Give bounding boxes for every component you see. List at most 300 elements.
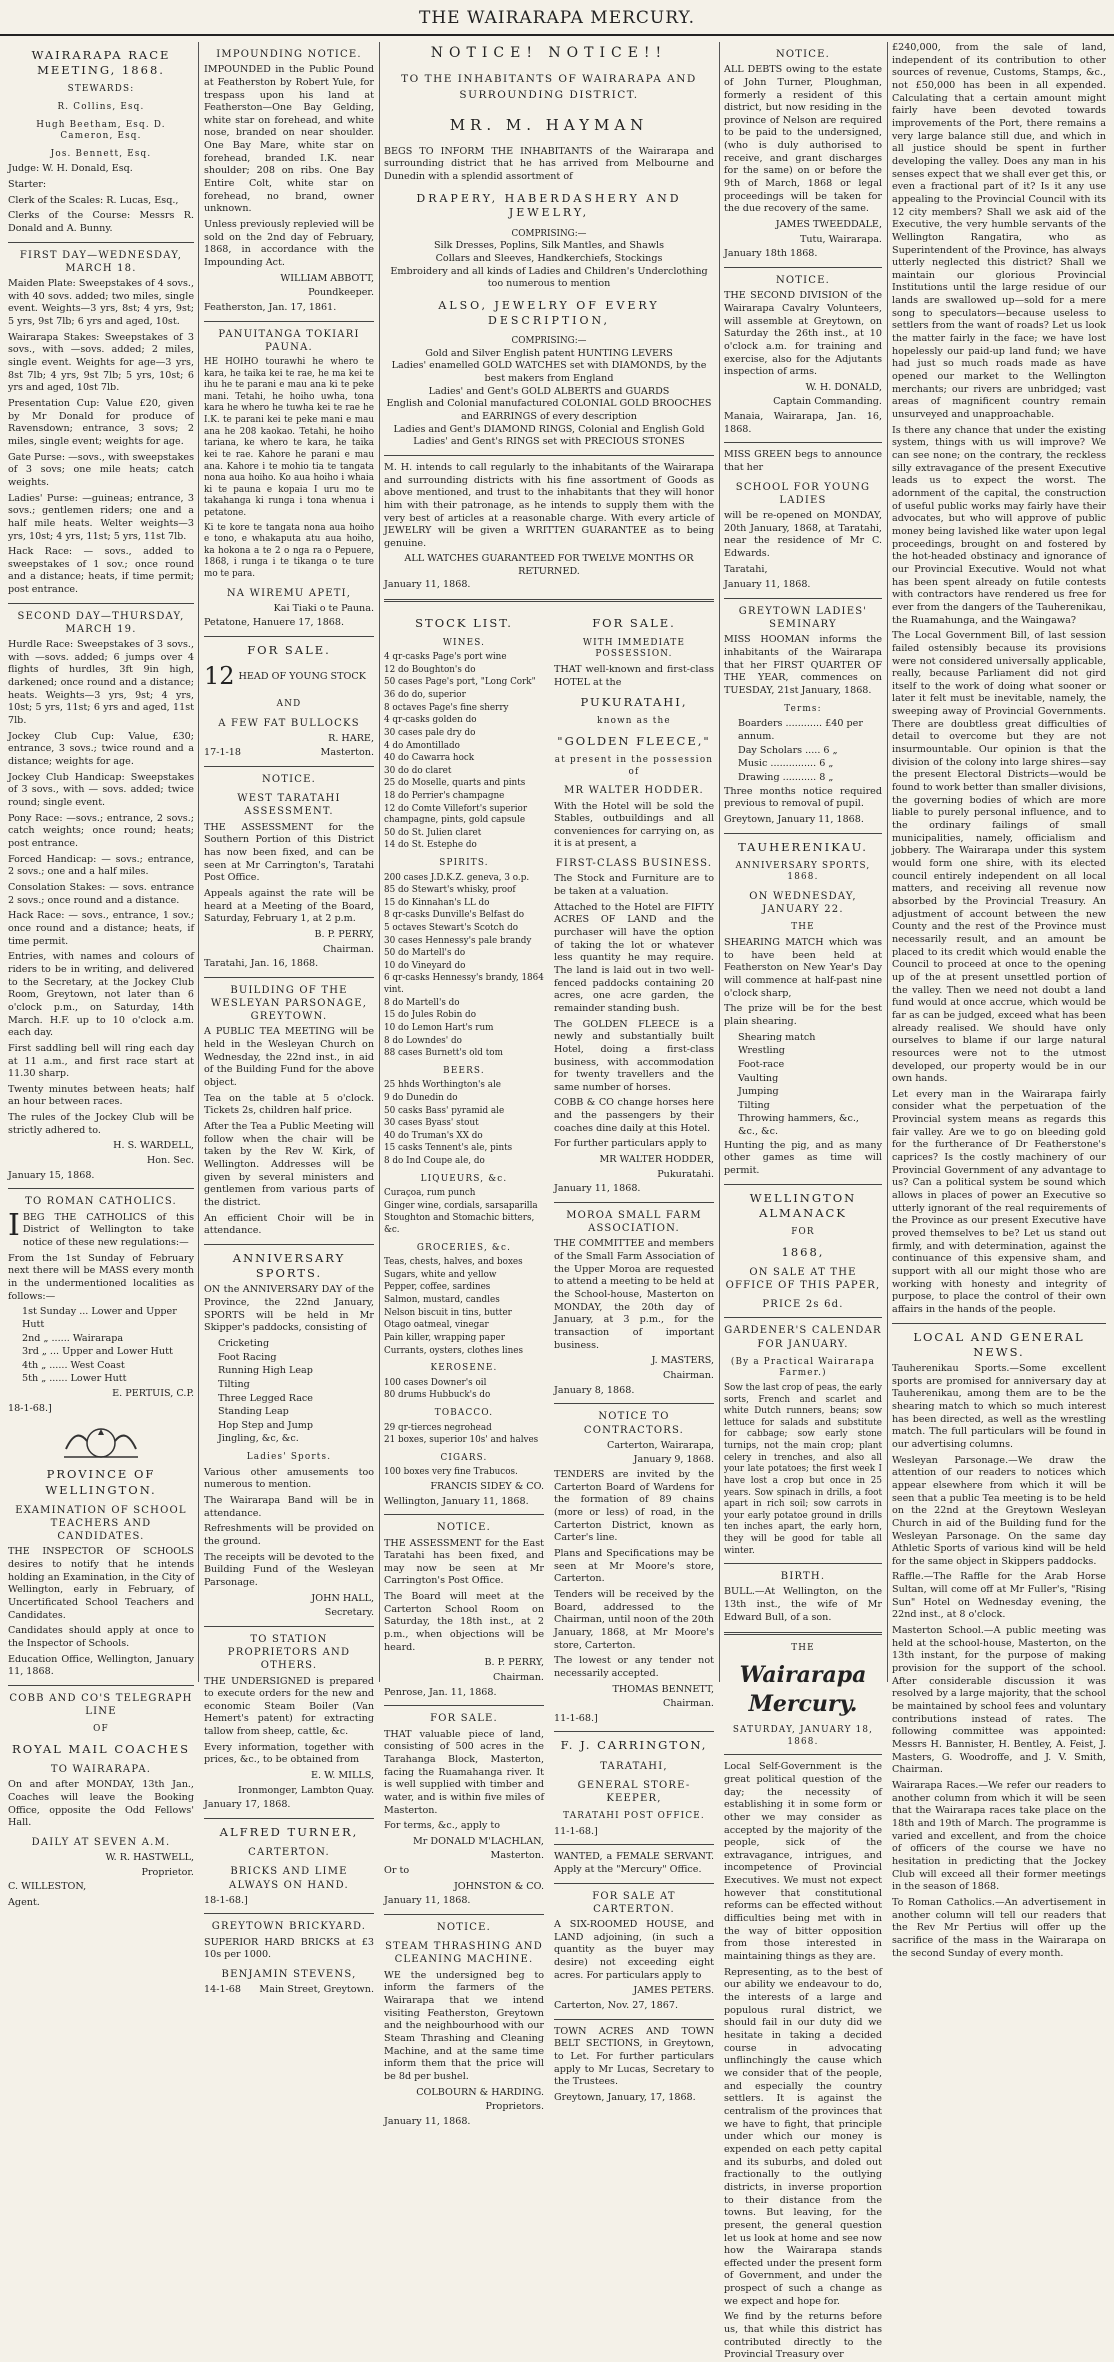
stock-item: 8 do Lowndes' do [384,1035,462,1046]
carrington-place: TARATAHI, [600,1760,668,1772]
divider [8,1685,194,1686]
signature: BENJAMIN STEVENS, [221,1968,357,1980]
agent-name: C. WILLESTON, [8,1881,87,1893]
sport-item: Cricketing [218,1337,270,1349]
heats-text: Twenty minutes between heats; half an hour between races. [8,1083,194,1108]
station-text: THE UNDERSIGNED is prepared to execute orders for the new and economic Steam Boiler (Van Hemert's patent) for extracting tallow from sheep, cattle, &c. [204,1675,374,1738]
divider [384,455,714,456]
signature: R. HARE, [328,732,374,744]
place: Carterton, Wairarapa, [606,1439,714,1451]
wanted-text: WANTED, a FEMALE SERVANT. Apply at the "Mercury" Office. [554,1851,714,1876]
editorial-text: Representing, as to the best of our ability we endeavour to do, the interests of a large and populous rural district, we should fail in our duty did we hesitate in taking a decided course in advocating unflinchingly the cause which we consider that of the people, and especially the country settlers. It is against the centralism of the provinces that we have to fight, that principle under which our money is expended on each petty capital and its suburbs, and doled out fractionally to the outlying districts, in inverse proportion to their distance from the towns. But leaving, for the present, the general question let us look at home and see now how the Wairarapa stands effected under the present form of Government, and under the prospect of such a change as we expect and hope for. [724,1966,882,2307]
turner-place: CARTERTON. [248,1847,330,1859]
notice-title: NOTICE. [436,1922,492,1934]
sport-item: Standing Leap [218,1406,289,1418]
editorial-text: £240,000, from the sale of land, independent of its contribution to other sources of revenue, Customs, Stamps, &c., not £50,000 has been in all expended. Calculating that a certain amount might fairly have been devoted towards improvements of the Port, there remains a very large balance still due, and which in all justice should be spent in further developing the valley. Does any man in his senses expect that we shall ever get this, or even a fractional part of it? Is it any use appealing to the Provincial Council with its 12 city members? Shall we ask aid of the Executive, the very humble servants of the Wellington Rangatira, who as Superintendent of the Province, has always utterly neglected this district? Shall we maintain our glorious Provincial Institutions until the large residue of our lands are swallowed up—sold for a mere song to speculators—because useless to settlers from the want of roads? Let us look the matter fairly in the face; we have lost hopelessly our paid-up land fund; we have had just so much roads made as have opened our market to the Wellington merchants; our rivers are unbridged; vast areas of magnificent country remain unsurveyed and unapproachable. [892,42,1106,421]
date: January 11, 1868. [384,1895,471,1907]
cigars-heading: CIGARS. [440,1452,488,1463]
race-entry: Forced Handicap: — sovs.; entrance, 2 sovs.; one and a half miles. [8,853,194,878]
divider [8,603,194,604]
turner-title: ALFRED TURNER, [219,1825,359,1840]
day-two-heading: SECOND DAY—THURSDAY, MARCH 19. [17,610,185,635]
divider [204,1818,374,1819]
role: Hon. Sec. [146,1155,194,1167]
carrington-name: F. J. CARRINGTON, [560,1738,708,1753]
brickyard-text: SUPERIOR HARD BRICKS at £3 10s per 1000. [204,1936,374,1961]
first-class: FIRST-CLASS BUSINESS. [555,858,713,870]
stewards-heading: STEWARDS: [67,84,135,95]
jewelry-item: Ladies' and Gent's RINGS set with PRECIOUS STONES [413,436,685,448]
notice-title: NOTICE. [261,774,317,786]
rules-text: The rules of the Jockey Club will be strictly adhered to. [8,1112,194,1136]
known-as: known as the [597,716,671,727]
sale-line: HEAD OF YOUNG STOCK [238,670,366,682]
role: Chairman. [663,1370,714,1382]
tauherenikau-day: ON WEDNESDAY, JANUARY 22. [749,890,857,916]
race-entry: Maiden Plate: Sweepstakes of 4 sovs., with 40 sovs. added; two miles, single event. Weights—3 yrs, 8st; 4 yrs, 9st; 5 yrs, 9st 7lb; 6 yrs and aged, 10st. [8,278,194,328]
stock-item: 200 cases J.D.K.Z. geneva, 3 o.p. [384,872,530,883]
date: January 11, 1868. [724,579,811,591]
editorial-text: Is there any chance that under the existing system, things with us will improve? We can see none; on the contrary, the reckless silly extravagance of the present Executive leads us to expect the worst. The adornment of the capital, the construction of useful public works may fairly have their advocates, but who will approve of public money being lavished like water upon legal proceedings, brought on and fostered by the hot-headed obstinacy and ignorance of our Provincial Executive. Would not what has been spent already on futile contests with contractors have rendered us free for ever from the dangers of the Tauherenikau, the Ruamahunga, and the Waingawa? [892,424,1106,626]
divider [204,636,374,637]
for-sale-title: FOR SALE. [430,1713,498,1725]
liqueurs-heading: LIQUEURS, &c. [420,1173,508,1184]
divider [204,1244,374,1245]
stock-item: 8 do Ind Coupe ale, do [384,1156,485,1166]
sale-footer [204,747,374,760]
column-3-lower [384,610,714,2131]
signature: E. W. MILLS, [310,1770,374,1782]
wines-heading: WINES. [442,637,486,648]
divider [204,766,374,767]
date: Wellington, January 11, 1868. [384,1495,529,1507]
race-meeting-title: WAIRARAPA RACE MEETING, 1868. [31,48,171,78]
prize-text: The prize will be for the best plain shearing. [724,1003,882,1027]
stock-item: Curaçoa, rum punch [384,1188,476,1199]
green-text: MISS GREEN begs to announce that her [724,449,882,474]
almanack-price: PRICE 2s 6d. [762,1299,844,1311]
mass-schedule-row: 3rd „ ... Upper and Lower Hutt [22,1346,173,1358]
place: Masterton. [490,1850,544,1862]
groceries-list [384,1257,544,1357]
signature: FRANCIS SIDEY & CO. [430,1481,544,1493]
stock-item: 15 casks Tennent's ale, pints [384,1143,513,1154]
column-3 [384,42,714,2127]
place: Main Street, Greytown. [259,1984,374,1996]
place: Tutu, Wairarapa. [799,233,882,245]
east-text: The Board will meet at the Carterton School Room on Saturday, the 18th inst., at 2 p.m., when objections will be heard. [384,1591,544,1653]
sport-item: Hop Step and Jump [218,1419,313,1431]
guarantee: ALL WATCHES GUARANTEED FOR TWELVE MONTHS OR RETURNED. [404,553,694,578]
race-entry: Jockey Club Handicap: Sweepstakes of 3 sovs., with — sovs. added; twice round; single event. [8,771,194,809]
wesleyan-text: A PUBLIC TEA MEETING will be held in the Wesleyan Church on Wednesday, the 22nd inst., in aid of the Building Fund for the above object. [204,1026,374,1089]
exam-title: EXAMINATION OF SCHOOL TEACHERS AND CANDIDATES. [15,1504,187,1543]
terms: Terms: [784,703,822,714]
station-text: Every information, together with prices, &c., to be obtained from [204,1741,374,1766]
turner-line: BRICKS AND LIME ALWAYS ON HAND. [229,1866,349,1891]
notice-title: NOTICE. [775,49,831,60]
stock-item: 50 casks Bass' pyramid ale [384,1105,505,1116]
town-text: TOWN ACRES AND TOWN BELT SECTIONS, in Greytown, to Let. For further particulars apply to Mr Lucas, Secretary to the Trustees. [554,2025,714,2088]
jewelry-heading: ALSO, JEWELRY OF EVERY DESCRIPTION, [438,299,660,327]
comprising: COMPRISING:— [511,228,587,239]
local-news-title: LOCAL AND GENERAL NEWS. [913,1329,1085,1359]
column-1 [8,42,194,1909]
stock-item: 4 qr-casks Page's port wine [384,652,507,663]
paper-date: SATURDAY, JANUARY 18, 1868. [732,1725,874,1747]
event-item: Foot-race [738,1058,785,1070]
place: Taratahi, [724,563,768,575]
signature: W. H. DONALD, [805,381,882,393]
event-item: Tilting [738,1099,770,1111]
cobb-daily: DAILY AT SEVEN A.M. [31,1836,171,1848]
stock-item: Pain killer, wrapping paper [384,1332,505,1343]
stock-list-title: STOCK LIST. [415,616,513,631]
divider [724,1754,882,1755]
divider [8,242,194,243]
almanack-sale: ON SALE AT THE OFFICE OF THIS PAPER, [725,1266,881,1292]
the: THE [791,1643,815,1654]
date: Greytown, January, 17, 1868. [554,2092,696,2104]
steam-text: WE the undersigned beg to inform the farmers of the Wairarapa that we intend visiting Featherston, Greytown and the neighbourhood with our Steam Thrashing and Cleaning Machine, and at the same time inform them that the price will be 8d per bushel. [384,1969,544,2082]
mass-schedule-row: 4th „ ...... West Coast [22,1359,125,1371]
event-item: Vaulting [738,1072,779,1084]
date: 17-1-18 [204,747,242,759]
the: THE [791,922,815,933]
signature: B. P. PERRY, [484,1657,544,1669]
carrington-role: GENERAL STORE-KEEPER, [577,1779,691,1805]
masthead: THE WAIRARAPA MERCURY. [0,0,1114,36]
race-entry: Hurdle Race: Sweepstakes of 3 sovs., with —sovs. added; 6 jumps over 4 flights of hurdles, 3ft 9in high, darkened; once round and a distance; heats. Weights—3 yrs, 9st; 4 yrs, 10st; 5 yrs, 11st; 6 yrs and aged, 11st 7lb. [8,639,194,727]
stock-item: 9 do Dunedin do [384,1092,458,1103]
stock-item: Otago oatmeal, vinegar [384,1320,489,1331]
divider [384,599,714,602]
fee-row: Drawing ........... 8 „ [738,771,834,783]
anniversary-text: Various other amusements too numerous to mention. [204,1466,374,1491]
race-entry: Ladies' Purse: —guineas; entrance, 3 sovs.; gentlemen riders; one and a half mile heats. Welter weights—3 yrs, 10st; 4 yrs, 11st; 5 yrs, 11st 7lb. [8,492,194,542]
debts-text: ALL DEBTS owing to the estate of John Turner, Ploughman, formerly a resident of this district, but now residing in the province of Nelson are required to be paid to the undersigned, (who is duly authorised to receive, and grant discharges for the same) on or before the 9th of March, 1868 or legal proceedings will be taken for the due recovery of the same. [724,64,882,215]
mass-schedule-row: 5th „ ...... Lower Hutt [22,1373,127,1385]
signature: JAMES PETERS. [633,1985,714,1997]
kerosene-list [384,1378,544,1402]
date: Petatone, Hanuere 17, 1868. [204,617,345,629]
divider [8,1188,194,1189]
sport-item: Three Legged Race [218,1392,313,1404]
impound-text: Unless previously replevied will be sold on the 2nd day of February, 1868, in accordance with the Impounding Act. [204,219,375,269]
editorial-text: Local Self-Government is the great political question of the day; the necessity of establishing it in some form or other we may consider as accepted by the majority of the people, sick of the extravagance, intrigues, and incompetence of Provincial Executives. We must not expect however that constitutional reforms can be effected without difficulties being met with in the way of bitter opposition from those interested in maintaining things as they are. [724,1761,882,1963]
mass-schedule-row: 1st Sunday ... Lower and Upper Hutt [22,1306,177,1330]
stock-item: 25 do Moselle, quarts and pints [384,778,526,789]
sport-item: Jingling, &c, &c. [218,1433,299,1445]
stock-item: 40 do Cawarra hock [384,753,475,764]
hotel-text: For further particulars apply to [554,1138,707,1150]
wesleyan-title: BUILDING OF THE WESLEYAN PARSONAGE, GREYTOWN. [210,984,368,1023]
drapery-heading: DRAPERY, HABERDASHERY AND JEWELRY, [416,191,682,220]
divider [724,1632,882,1635]
divider [554,1844,714,1845]
royal-crest-icon [56,1421,146,1461]
event-item: Throwing hammers, &c., &c., &c. [738,1113,859,1138]
stock-item: 36 do do, superior [384,690,466,701]
maori-title: PANUITANGA TOKIARI PAUNA. [218,328,360,353]
steward: Jos. Bennett, Esq. [50,148,152,159]
role: Chairman. [323,943,374,955]
contractors-title: NOTICE TO CONTRACTORS. [583,1411,685,1436]
stock-item: Stoughton and Stomachic bitters, &c. [384,1213,535,1236]
column-4 [724,42,882,2361]
hotel-text: COBB & CO change horses here and the passengers by their coaches dine daily at this Hotel. [554,1097,714,1134]
column-rule [379,42,380,1682]
rc-text [8,1207,194,1250]
stock-item: 30 cases Hennessy's pale brandy [384,935,532,946]
divider [724,1184,882,1185]
date: January 18th 1868. [724,248,818,260]
garden-text: Sow the last crop of peas, the early sorts, French and scarlet and white Dutch runners, beans; sow lettuce for salads and substitute for cabbage; sow early stone turnips, not the main crop; plant celery in trenches, and also all your late potatoes; the first week I have lost a crop but once in 25 years. Sow spinach in drills, a foot apart in rich soil; sow carrots in your early potatoe ground in drills ten inches apart, the early horn, they will be good for table all winter. [724,1383,882,1556]
divider [724,442,882,443]
signature: B. P. PERRY, [314,928,374,940]
carterton-text: A SIX-ROOMED HOUSE, and LAND adjoining, (in such a quantity as the buyer may desire) not exceeding eight acres. For particulars apply to [554,1919,714,1981]
date: Penrose, Jan. 11, 1868. [384,1686,497,1698]
golden-fleece: "GOLDEN FLEECE," [557,733,711,748]
almanack-title: WELLINGTON ALMANACK [749,1190,857,1220]
garden-sub: (By a Practical Wairarapa Farmer.) [730,1356,876,1379]
anniversary-text: The receipts will be devoted to the Building Fund of the Wesleyan Parsonage. [204,1551,374,1588]
race-entry: Wairarapa Stakes: Sweepstakes of 3 sovs., with —sovs. added; 2 miles, single event. Weights for age—3 yrs, 8st 7lb; 4 yrs, 9st 7lb; 5 yrs, 10st; 6 yrs and aged, 10st 7lb. [8,331,194,394]
divider [554,1883,714,1884]
signature: JAMES TWEEDDALE, [775,219,882,231]
shearing-text: SHEARING MATCH which was to have been held at Featherston on New Year's Day will commence at half-past nine o'clock sharp, [724,936,882,999]
date: Carterton, Nov. 27, 1867. [554,2000,678,2012]
role: Proprietor. [141,1866,194,1878]
column-5 [892,42,1106,1959]
hayman-text: M. H. intends to call regularly to the inhabitants of the Wairarapa and surrounding districts with his fine assortment of Goods as above mentioned, and trust to the inhabitants that they will honor him with their patronage, as he intends to supply them with the very best of articles at a reasonable charge. With every article of JEWELRY will be given a WRITTEN GUARANTEE as to being genuine. [384,461,714,549]
date: January 17, 1868. [204,1799,291,1811]
column-rule [198,42,199,1682]
role: Proprietors. [485,2101,544,2113]
stock-item: 85 do Stewart's whisky, proof [384,885,516,896]
divider [554,1403,714,1404]
sale-number: 12 [204,662,235,691]
stock-item: 4 qr-casks golden do [384,715,477,726]
role: Kai Tiaki o te Pauna. [273,602,374,614]
signature: MR WALTER HODDER, [599,1154,714,1166]
stock-item: 8 do Martell's do [384,997,460,1008]
cobb-royal: ROYAL MAIL COACHES [12,1741,190,1756]
place: Pukuratahi. [657,1168,714,1180]
spirits-heading: SPIRITS. [439,857,489,868]
carterton-title: FOR SALE AT CARTERTON. [592,1890,676,1915]
rc-intro: From the 1st Sunday of February next there will be MASS every month in the undermentioned localities as follows:— [8,1252,194,1302]
beers-list [384,1080,544,1167]
anniversary-text: ON the ANNIVERSARY DAY of the Province, the 22nd January, SPORTS will be held in Mr Skipper's paddocks, consisting of [204,1284,374,1334]
date: 14-1-68 [204,1984,242,1996]
column-rule [887,42,888,1682]
wesleyan-text: After the Tea a Public Meeting will follow when the chair will be taken by the Rev W. Kirk, of Wellington. Addresses will be given by several ministers and gentlemen from various parts of the district. [204,1121,374,1208]
green-school: SCHOOL FOR YOUNG LADIES [735,481,871,506]
notice-title: NOTICE. [436,1522,492,1534]
brick-footer [204,1984,374,1997]
land-sale-text: THAT valuable piece of land, consisting of 500 acres in the Tarahanga Block, Masterton, facing the Ruamahanga river. It is well supplied with timber and water, and is within five miles of Masterton. [384,1728,544,1816]
divider [724,598,882,599]
for-sale-sub: WITH IMMEDIATE POSSESSION. [582,637,686,660]
divider [554,1731,714,1732]
date: 11-1-68.] [554,1712,598,1724]
tauherenikau-title: TAUHERENIKAU. [738,839,868,854]
stock-item: 6 qr-casks Hennessy's brandy, 1864 vint. [384,973,544,996]
signature: NA WIREMU APETI, [226,587,352,599]
divider [554,1202,714,1203]
signature: W. R. HASTWELL, [105,1852,194,1864]
clerks-course: Clerks of the Course: Messrs R. Donald and A. Bunny. [8,210,194,235]
spirits-list [384,873,544,1060]
divider [724,267,882,268]
stock-item: 30 do do claret [384,765,452,776]
stock-item: 12 do Comte Villefort's superior champagne, pints, gold capsule [384,803,528,826]
steward: Hugh Beetham, Esq. D. Cameron, Esq. [36,119,166,142]
stock-item: 100 boxes very fine Trabucos. [384,1467,518,1478]
column-2 [204,42,375,1996]
hunting-text: Hunting the pig, and as many other games as time will permit. [724,1139,882,1177]
stock-item: 12 do Boughton's do [384,664,476,675]
almanack-for: FOR [791,1227,815,1238]
contractors-text: TENDERS are invited by the Carterton Board of Wardens for the formation of 89 chains (more or less) of road, in the Carterton District, known as Carter's line. [554,1469,714,1544]
moroa-title: MOROA SMALL FARM ASSOCIATION. [566,1210,702,1235]
or-to: Or to [384,1865,410,1877]
date: 11-1-68.] [554,1825,598,1837]
stock-item: 14 do St. Estephe do [384,840,477,851]
cobb-text: On and after MONDAY, 13th Jan., Coaches will leave the Booking Office, opposite the Odd Fellows' Hall. [8,1779,194,1829]
stock-item: 4 do Amontillado [384,740,460,751]
hotel-text: THAT well-known and first-class HOTEL at the [554,663,714,688]
news-item: Wairarapa Races.—We refer our readers to another column from which it will be seen that the Wairarapa races take place on the 18th and 19th of March. The programme is varied and excellent, and from the choice of officers of the course we have no hesitation in predicting that the Jockey Club will exceed all their former meetings in the season of 1868. [892,1779,1106,1893]
station-title: TO STATION PROPRIETORS AND OTHERS. [227,1633,351,1672]
divider [204,321,374,322]
agent-label: Agent. [8,1897,40,1909]
editorial-text: We find by the returns before us, that while this district has contributed directly to the Provincial Treasury over [724,2311,882,2361]
stock-item: 21 boxes, superior 10s' and halves [384,1435,539,1446]
date: Manaia, Wairarapa, Jan. 16, 1868. [724,411,882,435]
stock-item: 5 octaves Stewart's Scotch do [384,923,518,934]
race-entry: Pony Race: —sovs.; entrance, 2 sovs.; catch weights; once round; heats; post entrance. [8,812,194,850]
stock-item: 30 cases pale dry do [384,727,476,738]
stock-item: Salmon, mustard, candles [384,1295,500,1306]
anniversary-text: The Wairarapa Band will be in attendance. [204,1495,374,1519]
editorial-text: Let every man in the Wairarapa fairly consider what the perpetuation of the Provincial system means as regards this fair valley. Are we to go on bleeding gold for the furtherance of Dr Featherstone's caprices? Is the costly machinery of our Provincial Government of any advantage to us? Can a political system be sound which allows in places of power an Executive so utterly ignorant of the real requirements of the Province as our present Executive have proved themselves to be? Let us stand out firmly, and with determination, against the continuance of this expensive sham, and support with all our might those who are working with honesty and integrity of purpose, to place the control of their own affairs in the hands of the people. [892,1088,1106,1315]
fee-row: Music ............... 6 „ [738,758,834,770]
stock-item: 25 hhds Worthington's ale [384,1080,502,1091]
stock-item: 50 do Martell's do [384,948,466,959]
notice-heading: NOTICE! NOTICE!! [430,45,668,61]
race-entry: Consolation Stakes: — sovs. entrance 2 sovs.; once round and a distance. [8,881,194,906]
race-entry: Presentation Cup: Value £20, given by Mr Donald for produce of Ravensdown; entrance, 3 sovs; 2 miles, single event; weights for age. [8,397,194,447]
news-item: Tauherenikau Sports.—Some excellent sports are promised for anniversary day at Tauherenikau, among them are to be the shearing match to which so much interest has been directed, as well as the wrestling match. The full particulars will be found in our advertising columns. [892,1362,1106,1450]
wines-list [384,652,544,852]
seminary-text: MISS HOOMAN informs the inhabitants of the Wairarapa that her FIRST QUARTER OF THE YEAR, commences on TUESDAY, 21st January, 1868. [724,634,882,697]
signature: H. S. WARDELL, [113,1140,194,1152]
almanack-year: 1868, [781,1244,825,1259]
signature: THOMAS BENNETT, [612,1683,714,1695]
exam-text: THE INSPECTOR OF SCHOOLS desires to notify that he intends holding an Examination, in the City of Wellington, early in February, of Uncertificated School Teachers and Candidates. [8,1546,194,1621]
jewelry-item: Ladies' enamelled GOLD WATCHES set with DIAMONDS, by the best makers from England [391,360,707,384]
west-title: WEST TARATAHI ASSESSMENT. [237,793,341,818]
stock-item: 29 qr-tierces negrohead [384,1422,492,1433]
stock-item: 15 do Kinnahan's LL do [384,897,490,908]
maori-text: Ki te kore te tangata nona aua hoiho e tono, e whakaputa atu aua hoiho, ka hokona a te 2 o nga ra o Pepuere, 1868, i runga i te tikanga o te ture mo te para. [204,522,374,579]
maori-text: HE HOIHO tourawhi he whero te kara, he taika kei te rae, he ma kei te ihu he te parani e mau ana ki te peke mani. Tetahi, he hoiho uwha, tona kara he whero he tuwha kei te rae he I.K. te parani kei te peke mani e mau ana he 208 kaokao. Tetahi, he hoiho tariana, ke whero te kara, he taika kei te rae. Kahore he parani e mau ana. Kahore i te mohio tia te tangata nona aua hoiho. Ko aua hoiho i whaia ki te pauna e kopaia I uru mo te takahanga ki runga i tona whenua i petatone. [204,357,374,518]
fee-row: Day Scholars ..... 6 „ [738,744,838,756]
roman-catholics-title: TO ROMAN CATHOLICS. [25,1196,177,1208]
garden-title: GARDENER'S CALENDAR FOR JANUARY. [724,1325,882,1350]
stock-item: Teas, chests, halves, and boxes [384,1257,523,1268]
divider [204,1626,374,1627]
seminary-notice: Three months notice required previous to removal of pupil. [724,785,882,810]
divider [724,1317,882,1318]
moroa-text: THE COMMITTEE and members of the Small Farm Association of the Upper Moroa are requested to attend a meeting to be held at the School-house, Masterton on MONDAY, the 20th day of January, at 3 p.m., for the transaction of important business. [554,1238,714,1351]
west-text: Appeals against the rate will be heard at a Meeting of the Board, Saturday, February 1, at 2 p.m. [204,887,374,925]
goods-item: Embroidery and all kinds of Ladies and Children's Underclothing too numerous to mention [390,265,708,290]
divider [384,1914,544,1915]
stock-item: 80 drums Hubbuck's do [384,1390,491,1401]
beers-heading: BEERS. [443,1065,485,1076]
stock-item: Sugars, white and yellow [384,1269,497,1280]
signature: J. MASTERS, [651,1355,714,1367]
land-sale-text: For terms, &c., apply to [384,1820,501,1832]
to-inhabitants: TO THE INHABITANTS OF WAIRARAPA AND SURROUNDING DISTRICT. [401,73,697,102]
contractors-text: Plans and Specifications may be seen at Mr Moore's store, Carterton. [554,1547,714,1585]
sale-and: AND [276,698,302,709]
tobacco-heading: TOBACCO. [434,1407,494,1418]
event-item: Wrestling [738,1045,785,1057]
divider [204,977,374,978]
birth-text: BULL.—At Wellington, on the 13th inst., the wife of Mr Edward Bull, of a son. [724,1586,882,1623]
date: January 11, 1868. [384,2115,471,2127]
role: Chairman. [663,1698,714,1710]
wesleyan-text: Tea on the table at 5 o'clock. Tickets 2s, children half price. [204,1092,374,1117]
stock-item: 10 do Lemon Hart's rum [384,1022,494,1033]
stock-item: Pepper, coffee, sardines [384,1282,491,1293]
role: Chairman. [493,1672,544,1684]
east-text: THE ASSESSMENT for the East Taratahi has been fixed, and may now be seen at Mr Carrington's Post Office. [384,1537,544,1587]
news-item: Raffle.—The Raffle for the Arab Horse Sultan, will come off at Mr Fuller's, "Rising Sun" Hotel on Wednesday evening, the 22nd inst., at 8 o'clock. [892,1571,1106,1621]
date: 18-1-68.] [204,1894,248,1906]
goods-item: Collars and Sleeves, Handkerchiefs, Stockings [435,253,663,265]
signature: COLBOURN & HARDING. [416,2086,544,2098]
stock-item: 30 cases Byass' stout [384,1118,479,1129]
role: Secretary. [324,1607,374,1619]
drop-cap: I [8,1207,20,1243]
for-sale-title: FOR SALE. [592,616,676,631]
date: January 8, 1868. [554,1384,635,1396]
race-entry: Hack Race: — sovs., added to sweepstakes of 1 sov.; once round and a distance; heats, if time permit; post entrance. [8,546,194,596]
signature: Mr DONALD M'LACHLAN, [412,1835,544,1847]
paper-nameplate: Wairarapa Mercury. [739,1661,867,1717]
stock-item: Nelson biscuit in tins, butter [384,1307,512,1318]
signature: JOHN HALL, [311,1592,374,1604]
divider [724,833,882,834]
stock-item: 40 do Truman's XX do [384,1130,483,1141]
role: Captain Commanding. [773,396,882,408]
rc-body: BEG THE CATHOLICS of this District of Wellington to take notice of these new regulations:— [22,1211,194,1248]
tobacco-list [384,1423,544,1447]
hotel-sale-panel [554,610,714,2131]
groceries-heading: GROCERIES, &c. [416,1242,512,1253]
date: January 15, 1868. [8,1169,95,1181]
entries-text: Entries, with names and colours of riders to be in writing, and delivered to the Secretary, at the Jockey Club Room, Greytown, not later than 6 o'clock p.m., on Saturday, 14th March. H.F. up to 10 o'clock a.m. each day. [8,951,194,1039]
date: Taratahi, Jan. 16, 1868. [204,958,319,970]
race-entry: Jockey Club Cup: Value, £30; entrance, 3 sovs.; twice round and a distance; weights for age. [8,730,194,768]
date: Featherston, Jan. 17, 1861. [204,302,337,313]
cavalry-text: THE SECOND DIVISION of the Wairarapa Cavalry Volunteers, will assemble at Greytown, on Saturday the 26th inst., at 10 o'clock a.m. for training and exercise, also for the Adjutants inspection of arms. [724,290,882,378]
